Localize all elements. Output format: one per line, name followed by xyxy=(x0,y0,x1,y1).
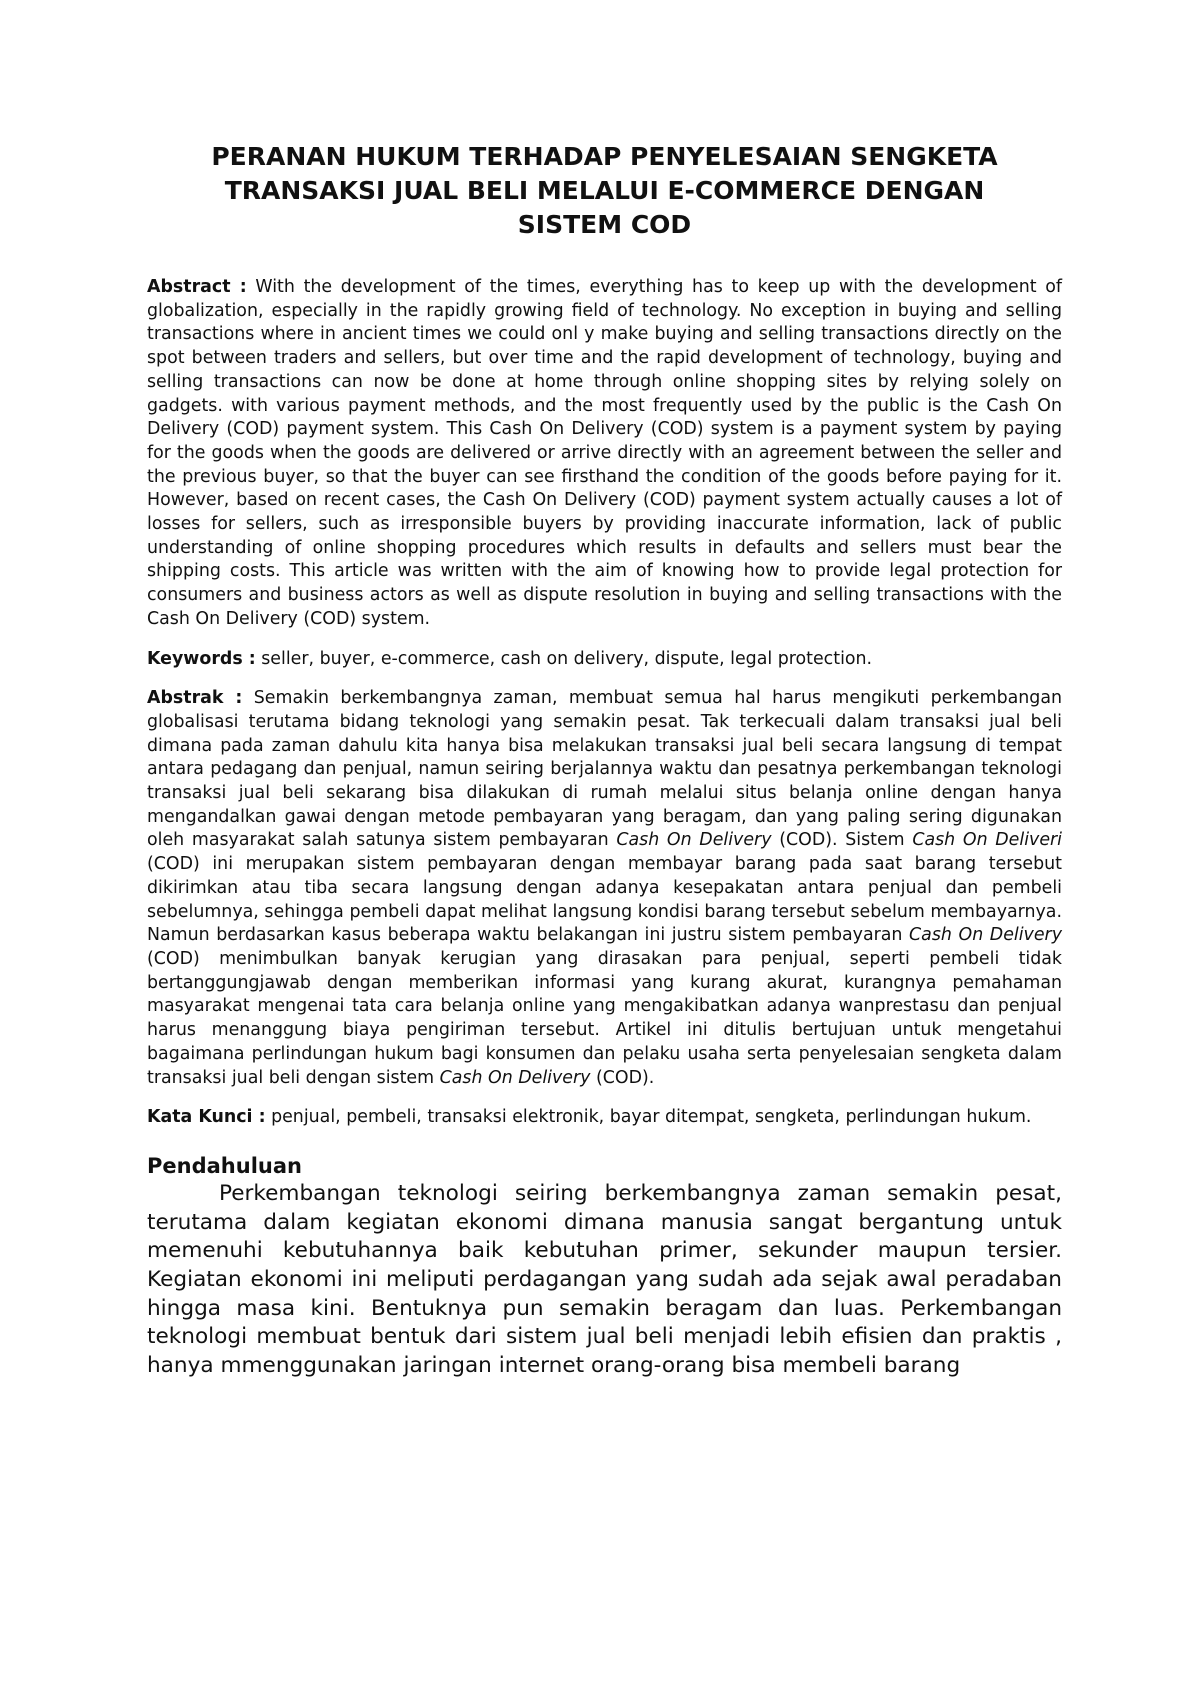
keywords-text: seller, buyer, e-commerce, cash on delivery, dispute, legal protection. xyxy=(261,648,873,669)
abstrak-text-part-2: (COD). Sistem xyxy=(779,830,905,851)
abstrak-text-part-3: (COD) ini merupakan sistem pembayaran dengan membayar barang pada saat barang tersebut dikirimkan atau tiba secara langsung dengan adanya kesepakatan antara penjual dan pembeli sebelumnya, sehingga pembeli dapat melihat langsung kondisi barang tersebut sebelum membayarnya. Namun berdasarkan kasus beberapa waktu belakangan ini justru sistem pembayaran xyxy=(147,854,1062,946)
abstract-indonesian xyxy=(147,687,1062,1090)
abstrak-text-part-4: (COD) menimbulkan banyak kerugian yang dirasakan para penjual, seperti pembeli tidak bertanggungjawab dengan memberikan informasi yang kurang akurat, kurangnya pemahaman masyarakat mengenai tata cara belanja online yang mengakibatkan adanya wanprestasu dan penjual harus menanggung biaya pengiriman tersebut. Artikel ini ditulis bertujuan untuk mengetahui bagaimana perlindungan hukum bagi konsumen dan pelaku usaha serta penyelesaian sengketa dalam transaksi jual beli dengan sistem xyxy=(147,948,1062,1088)
kata-kunci-label: Kata Kunci : xyxy=(147,1107,266,1128)
abstrak-italic-4: Cash On Delivery xyxy=(439,1067,591,1088)
abstrak-italic-3: Cash On Delivery xyxy=(909,925,1062,946)
abstrak-italic-2: Cash On Deliveri xyxy=(912,830,1063,851)
abstract-text: With the development of the times, everything has to keep up with the development of globalization, especially in the rapidly growing field of technology. No exception in buying and selling transactions where in ancient times we could onl y make buying and selling transactions directly on the spot between traders and sellers, but over time and the rapid development of technology, buying and selling transactions can now be done at home through online shopping sites by relying solely on gadgets. with various payment methods, and the most frequently used by the public is the Cash On Delivery (COD) payment system. This Cash On Delivery (COD) system is a payment system by paying for the goods when the goods are delivered or arrive directly with an agreement between the seller and the previous buyer, so that the buyer can see firsthand the condition of the goods before paying for it. However, based on recent cases, the Cash On Delivery (COD) payment system actually causes a lot of losses for sellers, such as irresponsible buyers by providing inaccurate information, lack of public understanding of online shopping procedures which results in defaults and sellers must bear the shipping costs. This article was written with the aim of knowing how to provide legal protection for consumers and business actors as well as dispute resolution in buying and selling transactions with the Cash On Delivery (COD) system. xyxy=(147,277,1063,629)
document-page xyxy=(147,140,1062,1381)
title-line-1: PERANAN HUKUM TERHADAP PENYELESAIAN SENGKETA xyxy=(211,142,998,171)
abstrak-italic-1: Cash On Delivery xyxy=(616,830,772,851)
keywords-english xyxy=(147,648,1062,672)
title-line-3: SISTEM COD xyxy=(517,210,692,239)
abstrak-label: Abstrak : xyxy=(147,688,243,709)
abstract-english xyxy=(147,276,1062,632)
abstrak-text-part-5: (COD). xyxy=(595,1067,655,1088)
introduction-paragraph: Perkembangan teknologi seiring berkembangnya zaman semakin pesat, terutama dalam kegiatan ekonomi dimana manusia sangat bergantung untuk memenuhi kebutuhannya baik kebutuhan primer, sekunder maupun tersier. Kegiatan ekonomi ini meliputi perdagangan yang sudah ada sejak awal peradaban hingga masa kini. Bentuknya pun semakin beragam dan luas. Perkembangan teknologi membuat bentuk dari sistem jual beli menjadi lebih efisien dan praktis , hanya mmenggunakan jaringan internet orang-orang bisa membeli barang xyxy=(147,1180,1062,1379)
keywords-indonesian xyxy=(147,1106,1062,1130)
abstrak-text-part-1: Semakin berkembangnya zaman, membuat semua hal harus mengikuti perkembangan globalisasi terutama bidang teknologi yang semakin pesat. Tak terkecuali dalam transaksi jual beli dimana pada zaman dahulu kita hanya bisa melakukan transaksi jual beli secara langsung di tempat antara pedagang dan penjual, namun seiring berjalannya waktu dan pesatnya perkembangan teknologi transaksi jual beli sekarang bisa dilakukan di rumah melalui situs belanja online dengan hanya mengandalkan gawai dengan metode pembayaran yang beragam, dan yang paling sering digunakan oleh masyarakat salah satunya sistem pembayaran xyxy=(147,688,1062,851)
section-heading-introduction: Pendahuluan xyxy=(147,1153,302,1178)
title-line-2: TRANSAKSI JUAL BELI MELALUI E-COMMERCE DENGAN xyxy=(224,176,985,205)
abstract-label: Abstract : xyxy=(147,277,247,297)
paper-title xyxy=(147,140,1062,242)
keywords-label: Keywords : xyxy=(147,648,256,669)
kata-kunci-text: penjual, pembeli, transaksi elektronik, bayar ditempat, sengketa, perlindungan hukum. xyxy=(271,1107,1032,1128)
